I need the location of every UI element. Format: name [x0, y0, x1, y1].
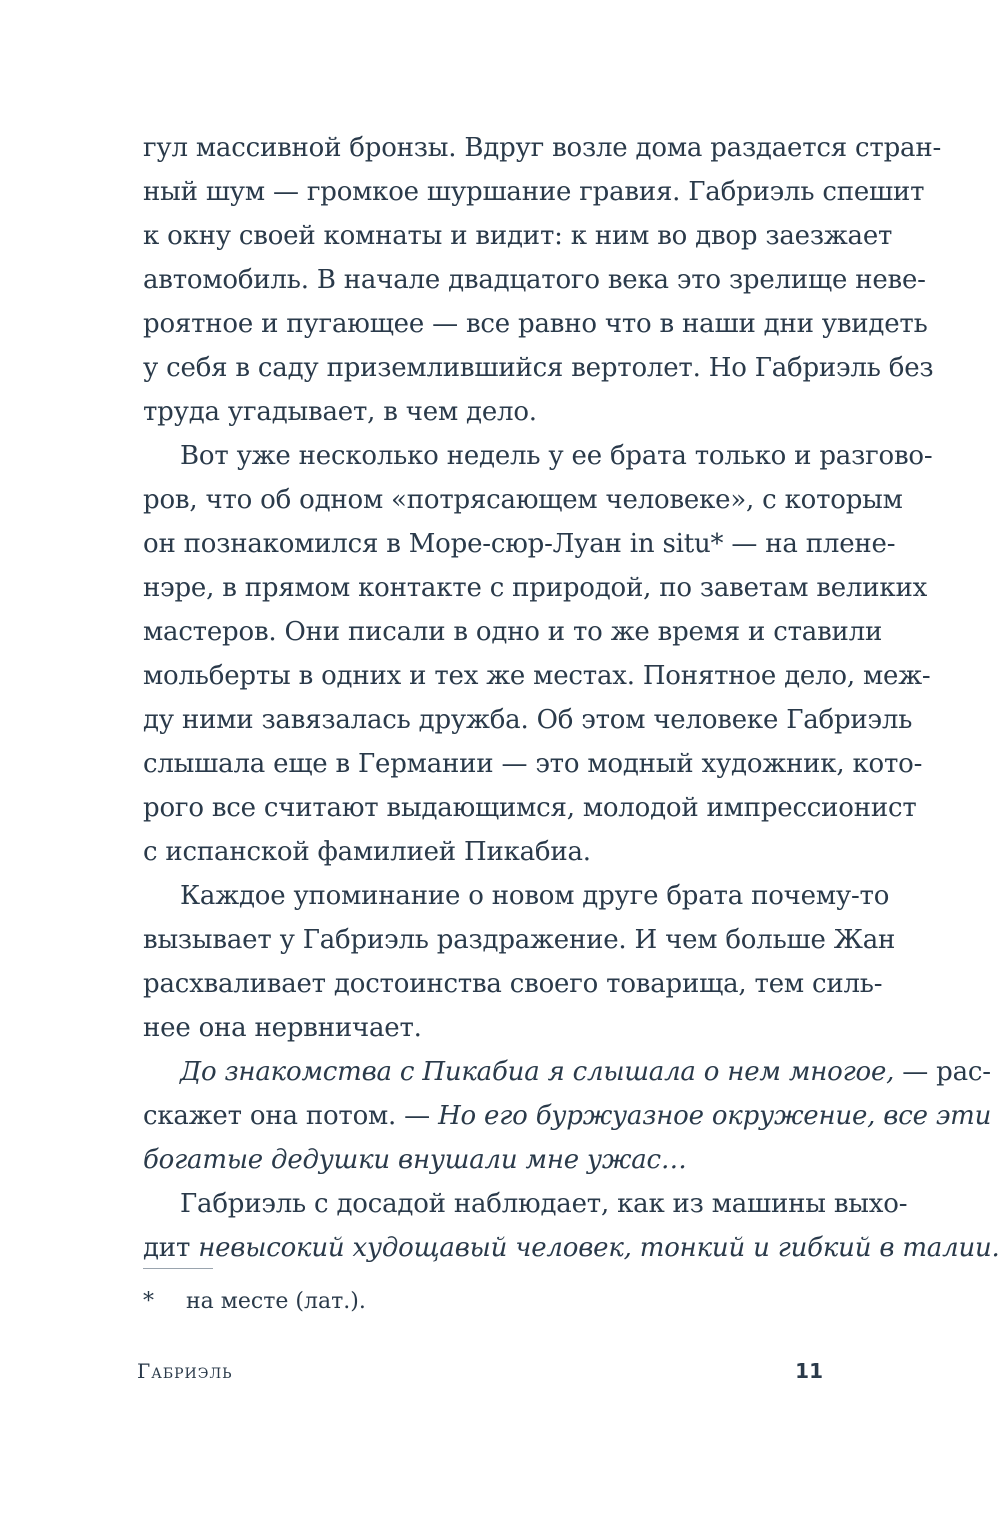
body-line — [143, 1228, 1000, 1268]
body-line: ров, что об одном «потрясающем человеке», с которым — [143, 485, 903, 515]
quote-italic: Но его буржуазное окружение, все эти — [438, 1101, 992, 1131]
body-line: Габриэль с досадой наблюдает, как из машины выхо- — [180, 1189, 908, 1219]
quote-italic: До знакомства с Пикабиа я слышала о нем многое, — [180, 1057, 895, 1087]
quote-line: богатые дедушки внушали мне ужас… — [143, 1145, 687, 1175]
quote-roman: скажет она потом. — — [143, 1101, 439, 1131]
body-line: ный шум — громкое шуршание гравия. Габриэль спешит — [143, 177, 925, 207]
body-line: гул массивной бронзы. Вдруг возле дома раздается стран- — [143, 133, 942, 163]
body-italic: невысокий худощавый человек, тонкий и гибкий в талии. — [198, 1233, 1000, 1263]
body-roman: дит — [143, 1233, 199, 1263]
footnote-divider — [143, 1268, 213, 1269]
body-line: труда угадывает, в чем дело. — [143, 397, 537, 427]
body-line: Вот уже несколько недель у ее брата только и разгово- — [180, 441, 933, 471]
body-line: нэре, в прямом контакте с природой, по заветам великих — [143, 573, 928, 603]
body-line: расхваливает достоинства своего товарища, тем силь- — [143, 969, 883, 999]
quote-line — [143, 1096, 992, 1136]
footnote-text: на месте (лат.). — [186, 1289, 366, 1314]
body-line: мольберты в одних и тех же местах. Понятное дело, меж- — [143, 661, 931, 691]
body-line: вызывает у Габриэль раздражение. И чем больше Жан — [143, 925, 896, 955]
body-line: к окну своей комнаты и видит: к ним во двор заезжает — [143, 221, 893, 251]
body-line: он познакомился в Море-сюр-Луан in situ* — на плене- — [143, 529, 896, 559]
body-line: мастеров. Они писали в одно и то же время и ставили — [143, 617, 883, 647]
body-line: у себя в саду приземлившийся вертолет. Но Габриэль без — [143, 353, 934, 383]
footnote-marker: * — [143, 1289, 154, 1314]
page-number: 11 — [795, 1359, 823, 1383]
body-line: рого все считают выдающимся, молодой импрессионист — [143, 793, 917, 823]
body-line: роятное и пугающее — все равно что в наши дни увидеть — [143, 309, 928, 339]
quote-roman: — рас- — [894, 1057, 991, 1087]
body-line: слышала еще в Германии — это модный художник, кото- — [143, 749, 923, 779]
body-line: ду ними завязалась дружба. Об этом человеке Габриэль — [143, 705, 913, 735]
body-line: с испанской фамилией Пикабиа. — [143, 837, 591, 867]
body-line: Каждое упоминание о новом друге брата почему-то — [180, 881, 890, 911]
body-line: нее она нервничает. — [143, 1013, 422, 1043]
running-title: Габриэль — [137, 1359, 233, 1383]
quote-line — [180, 1052, 991, 1092]
body-line: автомобиль. В начале двадцатого века это зрелище неве- — [143, 265, 926, 295]
